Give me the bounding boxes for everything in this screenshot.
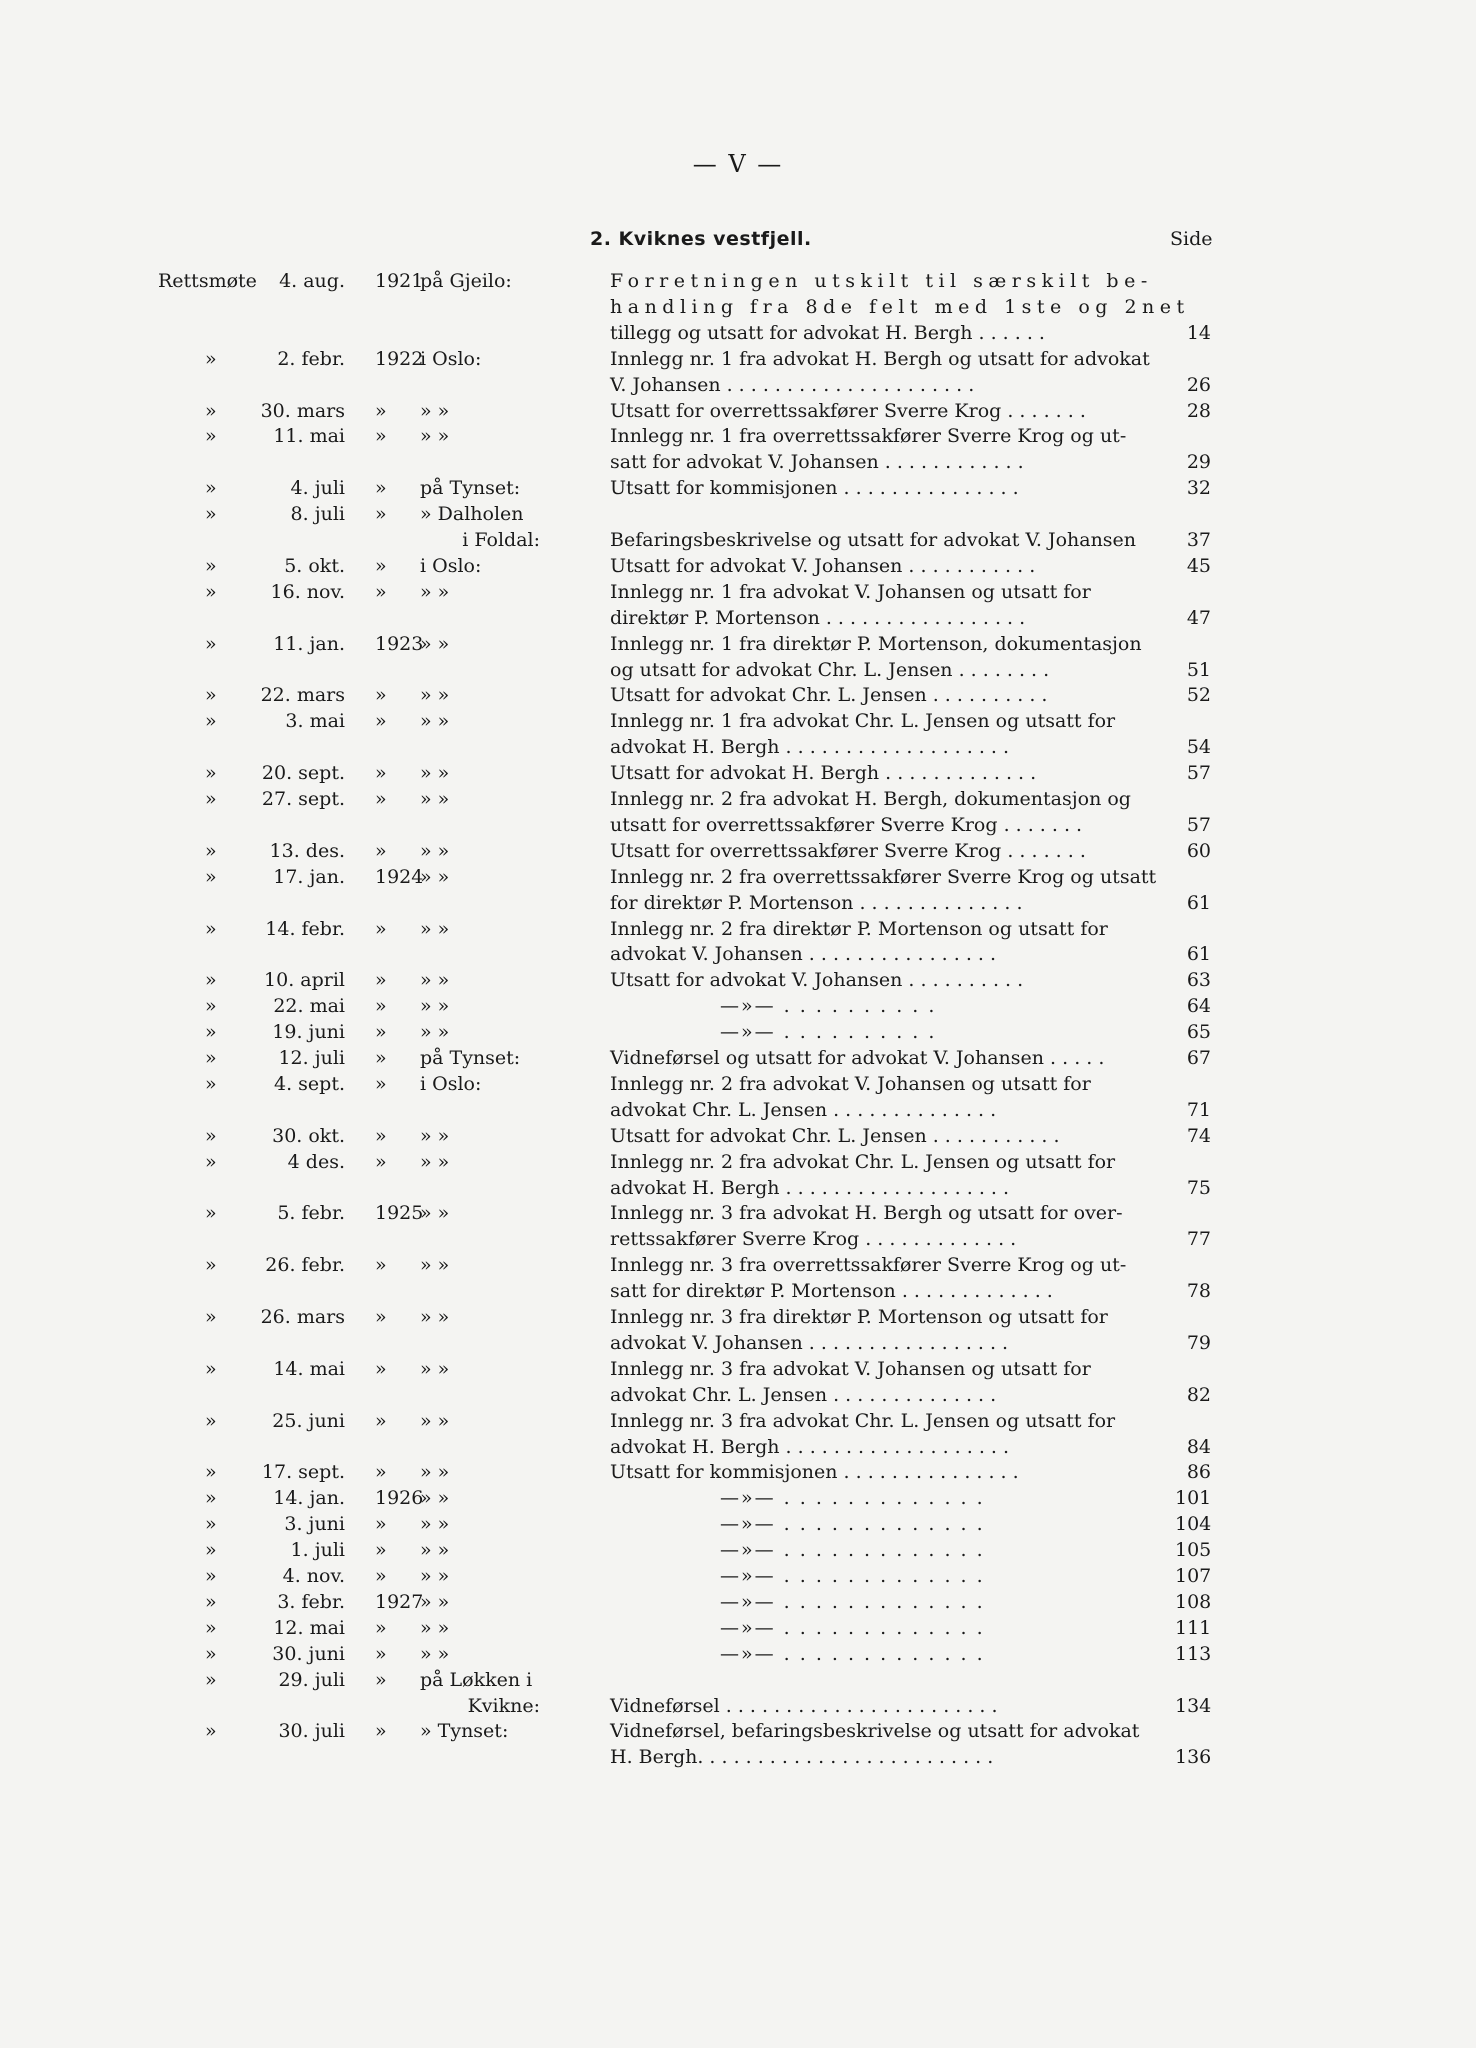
page-number: — V — [692,150,784,178]
session-year: » [375,710,387,733]
ditto-mark: » [205,1047,217,1069]
entry-page-number: 107 [1175,1565,1212,1587]
session-year: » [375,1616,387,1639]
session-place-continued: i Foldal: [462,529,540,551]
session-date: 4. juli [290,477,345,500]
session-year: » [375,1461,387,1484]
session-date: 4 des. [287,1150,345,1173]
session-place: på Gjeilo: [420,270,512,292]
entry-description-line: Utsatt for overrettssakfører Sverre Krog . . . . . . . [610,399,1086,422]
session-year: » [375,995,387,1018]
session-place: i Oslo: [420,1072,482,1095]
session-date: 11. mai [273,425,345,448]
entry-description-line: Utsatt for advokat V. Johansen . . . . . . . . . . [610,969,1024,992]
ditto-mark: » [205,1306,217,1328]
session-place: » » [420,917,450,940]
entry-description-line: Utsatt for advokat H. Bergh . . . . . . . . . . . . . [610,762,1037,785]
ditto-mark: » [205,865,217,888]
entry-page-number: 29 [1186,451,1211,474]
session-year: 1925 [375,1202,424,1225]
session-year: » [375,503,387,526]
session-year: » [375,1642,387,1665]
entry-description-line: Innlegg nr. 2 fra overrettssakfører Sverre Krog og utsatt [610,865,1157,888]
session-date: 5. okt. [284,554,345,577]
session-place: » » [420,1409,450,1432]
entry-description-line: —»— . . . . . . . . . . . . . [720,1590,985,1613]
session-place: » » [420,969,450,992]
session-year: » [375,1072,387,1095]
session-place: i Oslo: [420,554,482,577]
session-place: » » [420,1202,450,1225]
ditto-mark: » [205,1021,217,1044]
entry-description-line: Innlegg nr. 2 fra direktør P. Mortenson og utsatt for [610,917,1108,940]
entry-description-line: —»— . . . . . . . . . . [720,1021,937,1044]
ditto-mark: » [205,1254,217,1277]
entry-description-line: advokat Chr. L. Jensen . . . . . . . . . . . . . . [610,1098,997,1121]
entry-description-line: Forretningen utskilt til særskilt be- [610,270,1153,292]
session-year: » [375,399,387,422]
entry-description-line: —»— . . . . . . . . . . [720,995,937,1018]
session-year: » [375,554,387,577]
session-place: » » [420,995,450,1018]
entry-page-number: 51 [1186,658,1211,681]
session-year: 1926 [375,1487,424,1510]
entry-description-line: og utsatt for advokat Chr. L. Jensen . . . . . . . . [610,658,1050,681]
session-year: » [375,1047,387,1069]
session-date: 1. juli [290,1539,345,1562]
session-date: 2. febr. [277,347,345,370]
session-date: 4. aug. [279,270,345,292]
ditto-mark: » [205,1357,217,1380]
entry-description-line: Innlegg nr. 2 fra advokat V. Johansen og utsatt for [610,1072,1091,1095]
session-place: på Løkken i [420,1668,533,1691]
entry-description-line: Innlegg nr. 1 fra direktør P. Mortenson, dokumentasjon [610,632,1142,655]
ditto-mark: » [205,425,217,448]
ditto-mark: » [205,347,217,370]
session-place: » » [420,1150,450,1173]
entry-page-number: 37 [1186,529,1211,551]
ditto-mark: » [205,1461,217,1484]
entry-page-number: 134 [1175,1694,1212,1717]
ditto-mark: » [205,995,217,1018]
session-date: 3. juni [284,1513,345,1536]
entry-page-number: 45 [1186,554,1211,577]
entry-page-number: 74 [1186,1124,1211,1147]
entry-description-line: Utsatt for advokat V. Johansen . . . . . . . . . . . [610,554,1036,577]
entry-description-line: advokat Chr. L. Jensen . . . . . . . . . . . . . . [610,1383,997,1406]
ditto-mark: » [205,399,217,422]
session-place: » » [420,1590,450,1613]
session-date: 22. mars [260,684,345,707]
entry-description-line: Innlegg nr. 3 fra overrettssakfører Sverre Krog og ut- [610,1254,1127,1277]
entry-description-line: Innlegg nr. 1 fra advokat Chr. L. Jensen og utsatt for [610,710,1116,733]
session-year: » [375,1565,387,1587]
ditto-mark: » [205,580,217,603]
entry-page-number: 101 [1175,1487,1212,1510]
ditto-mark: » [205,1590,217,1613]
session-year: » [375,477,387,500]
entry-description-line: satt for direktør P. Mortenson . . . . . . . . . . . . . [610,1280,1053,1303]
entry-page-number: 108 [1175,1590,1212,1613]
entry-description-line: —»— . . . . . . . . . . . . . [720,1642,985,1665]
entry-page-number: 28 [1186,399,1211,422]
session-date: 12. mai [273,1616,345,1639]
entry-page-number: 61 [1186,943,1211,966]
session-date: 27. sept. [261,788,345,810]
session-date: 4. sept. [274,1072,345,1095]
entry-page-number: 64 [1186,995,1211,1018]
entry-description-line: Vidneførsel, befaringsbeskrivelse og utsatt for advokat [610,1720,1140,1743]
entry-description-line: tillegg og utsatt for advokat H. Bergh . . . . . . [610,321,1045,344]
session-date: 17. sept. [261,1461,345,1484]
ditto-mark: » [205,1487,217,1510]
session-year: 1923 [375,632,424,655]
entry-description-line: Innlegg nr. 3 fra direktør P. Mortenson og utsatt for [610,1306,1108,1328]
entry-description-line: Innlegg nr. 1 fra overrettssakfører Sverre Krog og ut- [610,425,1127,448]
entry-page-number: 111 [1175,1616,1212,1639]
ditto-mark: » [205,477,217,500]
entry-description-line: Utsatt for advokat Chr. L. Jensen . . . . . . . . . . [610,684,1048,707]
session-place: » » [420,1021,450,1044]
session-date: 20. sept. [261,762,345,785]
entry-page-number: 105 [1175,1539,1212,1562]
entry-description-line: Befaringsbeskrivelse og utsatt for advokat V. Johansen [610,529,1137,551]
entry-page-number: 84 [1186,1435,1211,1458]
session-place: » » [420,762,450,785]
session-place: på Tynset: [420,1047,521,1069]
entry-page-number: 54 [1186,736,1211,759]
session-place: » » [420,1254,450,1277]
session-date: 14. febr. [265,917,345,940]
entry-description-line: Innlegg nr. 2 fra advokat Chr. L. Jensen og utsatt for [610,1150,1116,1173]
session-date: 30. okt. [272,1124,345,1147]
ditto-mark: » [205,788,217,810]
session-place: på Tynset: [420,477,521,500]
session-place: » » [420,399,450,422]
session-date: 30. juli [278,1720,345,1743]
entry-page-number: 57 [1186,762,1211,785]
session-date: 13. des. [269,839,345,862]
ditto-mark: » [205,917,217,940]
entry-page-number: 86 [1186,1461,1211,1484]
entry-page-number: 60 [1186,839,1211,862]
session-year: » [375,1539,387,1562]
entry-page-number: 32 [1186,477,1211,500]
session-date: 25. juni [272,1409,345,1432]
session-year: » [375,762,387,785]
session-year: » [375,1409,387,1432]
session-place: » » [420,710,450,733]
entry-description-line: H. Bergh. . . . . . . . . . . . . . . . . . . . . . . . . [610,1746,994,1769]
session-year: » [375,917,387,940]
entry-description-line: —»— . . . . . . . . . . . . . [720,1539,985,1562]
session-year: » [375,1513,387,1536]
entry-page-number: 77 [1186,1228,1211,1251]
entry-description-line: advokat V. Johansen . . . . . . . . . . . . . . . . . [610,1331,1009,1354]
entry-description-line: direktør P. Mortenson . . . . . . . . . . . . . . . . . [610,606,1026,629]
entry-page-number: 71 [1186,1098,1211,1121]
entry-description-line: Innlegg nr. 2 fra advokat H. Bergh, dokumentasjon og [610,788,1131,810]
entry-description-line: satt for advokat V. Johansen . . . . . . . . . . . . [610,451,1024,474]
session-year: » [375,1357,387,1380]
session-place: » » [420,1461,450,1484]
entry-description-line: Innlegg nr. 3 fra advokat Chr. L. Jensen og utsatt for [610,1409,1116,1432]
entry-description-line: advokat H. Bergh . . . . . . . . . . . . . . . . . . . [610,1176,1010,1199]
entry-description-line: utsatt for overrettssakfører Sverre Krog . . . . . . . [610,813,1083,836]
session-place: » » [420,788,450,810]
session-place: » » [420,839,450,862]
entry-description-line: —»— . . . . . . . . . . . . . [720,1565,985,1587]
rettsmote-label: Rettsmøte [158,270,257,292]
entry-description-line: —»— . . . . . . . . . . . . . [720,1487,985,1510]
session-date: 12. juli [278,1047,345,1069]
entry-page-number: 63 [1186,969,1211,992]
session-place: » » [420,1124,450,1147]
entry-page-number: 136 [1175,1746,1212,1769]
ditto-mark: » [205,839,217,862]
session-place: » Dalholen [420,503,524,526]
session-place: » » [420,1357,450,1380]
session-year: 1924 [375,865,424,888]
session-place: » » [420,1306,450,1328]
ditto-mark: » [205,503,217,526]
entry-description-line: Utsatt for overrettssakfører Sverre Krog . . . . . . . [610,839,1086,862]
session-place: » » [420,580,450,603]
session-year: 1922 [375,347,424,370]
session-place: » » [420,1487,450,1510]
entry-description-line: Innlegg nr. 1 fra advokat H. Bergh og utsatt for advokat [610,347,1150,370]
session-place-continued: Kvikne: [467,1694,540,1717]
entry-page-number: 14 [1186,321,1211,344]
ditto-mark: » [205,1720,217,1743]
session-date: 17. jan. [273,865,345,888]
entry-page-number: 61 [1186,891,1211,914]
session-place: » » [420,684,450,707]
session-date: 4. nov. [282,1565,345,1587]
session-date: 26. febr. [265,1254,345,1277]
entry-description-line: V. Johansen . . . . . . . . . . . . . . . . . . . . . [610,373,975,396]
entry-description-line: —»— . . . . . . . . . . . . . [720,1616,985,1639]
session-date: 10. april [264,969,345,992]
session-date: 29. juli [278,1668,345,1691]
ditto-mark: » [205,632,217,655]
session-place: » » [420,632,450,655]
session-year: » [375,1254,387,1277]
ditto-mark: » [205,969,217,992]
entry-description-line: for direktør P. Mortenson . . . . . . . . . . . . . . [610,891,1023,914]
session-year: » [375,1720,387,1743]
session-date: 19. juni [272,1021,345,1044]
ditto-mark: » [205,1150,217,1173]
session-place: » » [420,1642,450,1665]
session-place: » Tynset: [420,1720,509,1743]
session-date: 30. mars [260,399,345,422]
entry-description-line: Utsatt for kommisjonen . . . . . . . . . . . . . . . [610,1461,1019,1484]
entry-page-number: 52 [1186,684,1211,707]
entry-page-number: 78 [1186,1280,1211,1303]
entry-page-number: 67 [1186,1047,1211,1069]
entry-page-number: 104 [1175,1513,1212,1536]
ditto-mark: » [205,1565,217,1587]
ditto-mark: » [205,1202,217,1225]
entry-page-number: 47 [1186,606,1211,629]
session-year: » [375,1306,387,1328]
session-date: 22. mai [273,995,345,1018]
session-year: 1921 [375,270,424,292]
entry-description-line: Vidneførsel og utsatt for advokat V. Johansen . . . . . [610,1047,1105,1069]
ditto-mark: » [205,1616,217,1639]
entry-description-line: Utsatt for advokat Chr. L. Jensen . . . . . . . . . . . [610,1124,1060,1147]
session-date: 11. jan. [273,632,345,655]
entry-description-line: Vidneførsel . . . . . . . . . . . . . . . . . . . . . . . [610,1694,998,1717]
session-year: » [375,1150,387,1173]
entry-description-line: Innlegg nr. 1 fra advokat V. Johansen og utsatt for [610,580,1091,603]
session-year: » [375,425,387,448]
session-year: » [375,788,387,810]
ditto-mark: » [205,710,217,733]
entry-page-number: 113 [1175,1642,1212,1665]
session-year: » [375,684,387,707]
session-year: » [375,839,387,862]
session-year: 1927 [375,1590,424,1613]
section-title: 2. Kviknes vestfjell. [590,228,812,250]
ditto-mark: » [205,1668,217,1691]
entry-description-line: Innlegg nr. 3 fra advokat V. Johansen og utsatt for [610,1357,1091,1380]
ditto-mark: » [205,1409,217,1432]
entry-page-number: 65 [1186,1021,1211,1044]
session-year: » [375,1021,387,1044]
session-date: 16. nov. [270,580,345,603]
entry-page-number: 82 [1186,1383,1211,1406]
session-date: 3. mai [285,710,345,733]
ditto-mark: » [205,762,217,785]
entry-description-line: advokat H. Bergh . . . . . . . . . . . . . . . . . . . [610,736,1010,759]
ditto-mark: » [205,554,217,577]
ditto-mark: » [205,1513,217,1536]
entry-description-line: advokat H. Bergh . . . . . . . . . . . . . . . . . . . [610,1435,1010,1458]
ditto-mark: » [205,1072,217,1095]
session-place: » » [420,1539,450,1562]
entry-description-line: Innlegg nr. 3 fra advokat H. Bergh og utsatt for over- [610,1202,1123,1225]
session-year: » [375,1124,387,1147]
entry-page-number: 79 [1186,1331,1211,1354]
ditto-mark: » [205,684,217,707]
ditto-mark: » [205,1124,217,1147]
session-date: 8. juli [290,503,345,526]
session-date: 14. mai [273,1357,345,1380]
entry-page-number: 75 [1186,1176,1211,1199]
session-place: i Oslo: [420,347,482,370]
entry-description-line: Utsatt for kommisjonen . . . . . . . . . . . . . . . [610,477,1019,500]
session-date: 3. febr. [277,1590,345,1613]
session-date: 30. juni [272,1642,345,1665]
session-year: » [375,580,387,603]
session-place: » » [420,425,450,448]
session-year: » [375,1668,387,1691]
session-date: 26. mars [260,1306,345,1328]
session-year: » [375,969,387,992]
entry-description-line: handling fra 8de felt med 1ste og 2net [610,295,1190,318]
entry-page-number: 26 [1186,373,1211,396]
ditto-mark: » [205,1539,217,1562]
side-column-label: Side [1170,228,1213,250]
session-date: 5. febr. [277,1202,345,1225]
session-place: » » [420,1513,450,1536]
ditto-mark: » [205,1642,217,1665]
entry-description-line: —»— . . . . . . . . . . . . . [720,1513,985,1536]
session-place: » » [420,1616,450,1639]
session-date: 14. jan. [273,1487,345,1510]
entry-page-number: 57 [1186,813,1211,836]
session-place: » » [420,865,450,888]
entry-description-line: advokat V. Johansen . . . . . . . . . . . . . . . . [610,943,997,966]
session-place: » » [420,1565,450,1587]
entry-description-line: rettssakfører Sverre Krog . . . . . . . . . . . . . [610,1228,1017,1251]
